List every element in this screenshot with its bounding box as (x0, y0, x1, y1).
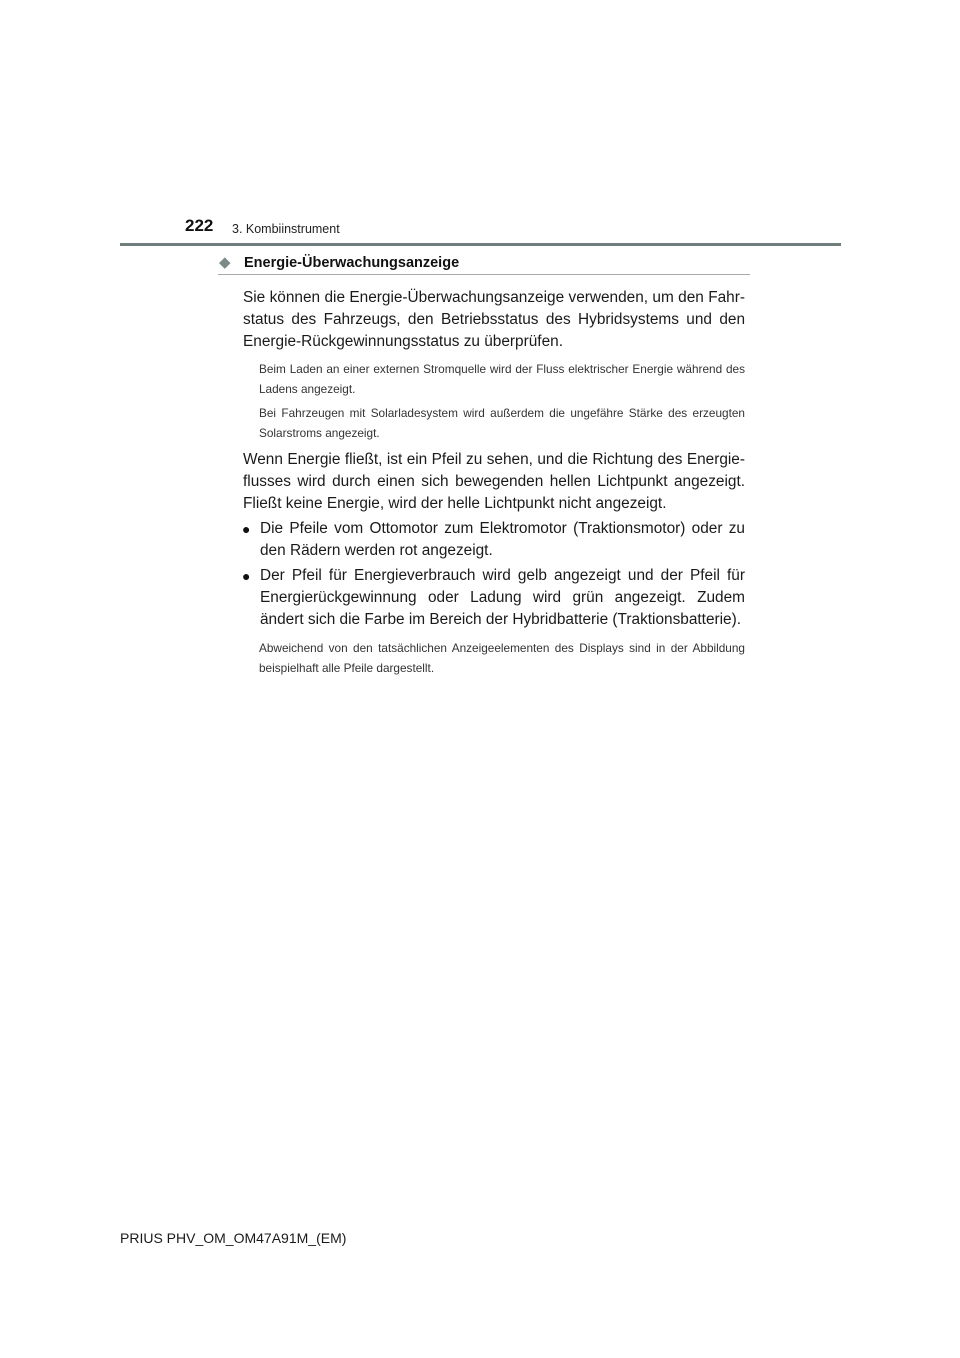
note-illustration: Abweichend von den tatsächlichen Anzeigeelementen des Displays sind in der Abbildung beispielhaft alle Pfeile dargestellt. (259, 641, 745, 675)
chapter-title: 3. Kombiinstrument (232, 222, 340, 236)
list-item (243, 518, 745, 562)
bullet-text: Die Pfeile vom Ottomotor zum Elektromotor (Traktionsmotor) oder zu den Rädern werden rot angezeigt. (260, 520, 745, 559)
section-heading (218, 254, 750, 275)
diamond-bullet-icon: ◆ (219, 254, 231, 271)
intro-paragraph: Sie können die Energie-Überwachungsanzeige verwenden, um den Fahr-status des Fahrzeugs, den Betriebsstatus des Hybridsystems und den Energie-Rückgewinnungsstatus zu überprüfen. (243, 289, 745, 350)
note-solar-charging: Bei Fahrzeugen mit Solarladesystem wird außerdem die ungefähre Stärke des erzeugten Solarstroms angezeigt. (259, 406, 745, 440)
list-item (243, 565, 745, 631)
note-external-charging: Beim Laden an einer externen Stromquelle wird der Fluss elektrischer Energie während des Ladens angezeigt. (259, 362, 745, 396)
bullet-dot-icon: ● (242, 521, 251, 537)
section-title: Energie-Überwachungsanzeige (244, 255, 460, 271)
section-content (243, 287, 745, 678)
header-divider (120, 243, 841, 246)
page-number: 222 (185, 216, 214, 235)
bullet-dot-icon: ● (242, 568, 251, 584)
document-id: PRIUS PHV_OM_OM47A91M_(EM) (120, 1230, 347, 1246)
bullet-text: Der Pfeil für Energieverbrauch wird gelb angezeigt und der Pfeil für Energierückgewinnung oder Ladung wird grün angezeigt. Zudem ändert sich die Farbe im Bereich der Hybridbatterie (Traktionsbatterie). (260, 567, 745, 628)
energy-flow-paragraph: Wenn Energie fließt, ist ein Pfeil zu sehen, und die Richtung des Energie-flusses wird durch einen sich bewegenden hellen Lichtpunkt angezeigt. Fließt keine Energie, wird der helle Lichtpunkt nicht angezeigt. (243, 451, 745, 512)
